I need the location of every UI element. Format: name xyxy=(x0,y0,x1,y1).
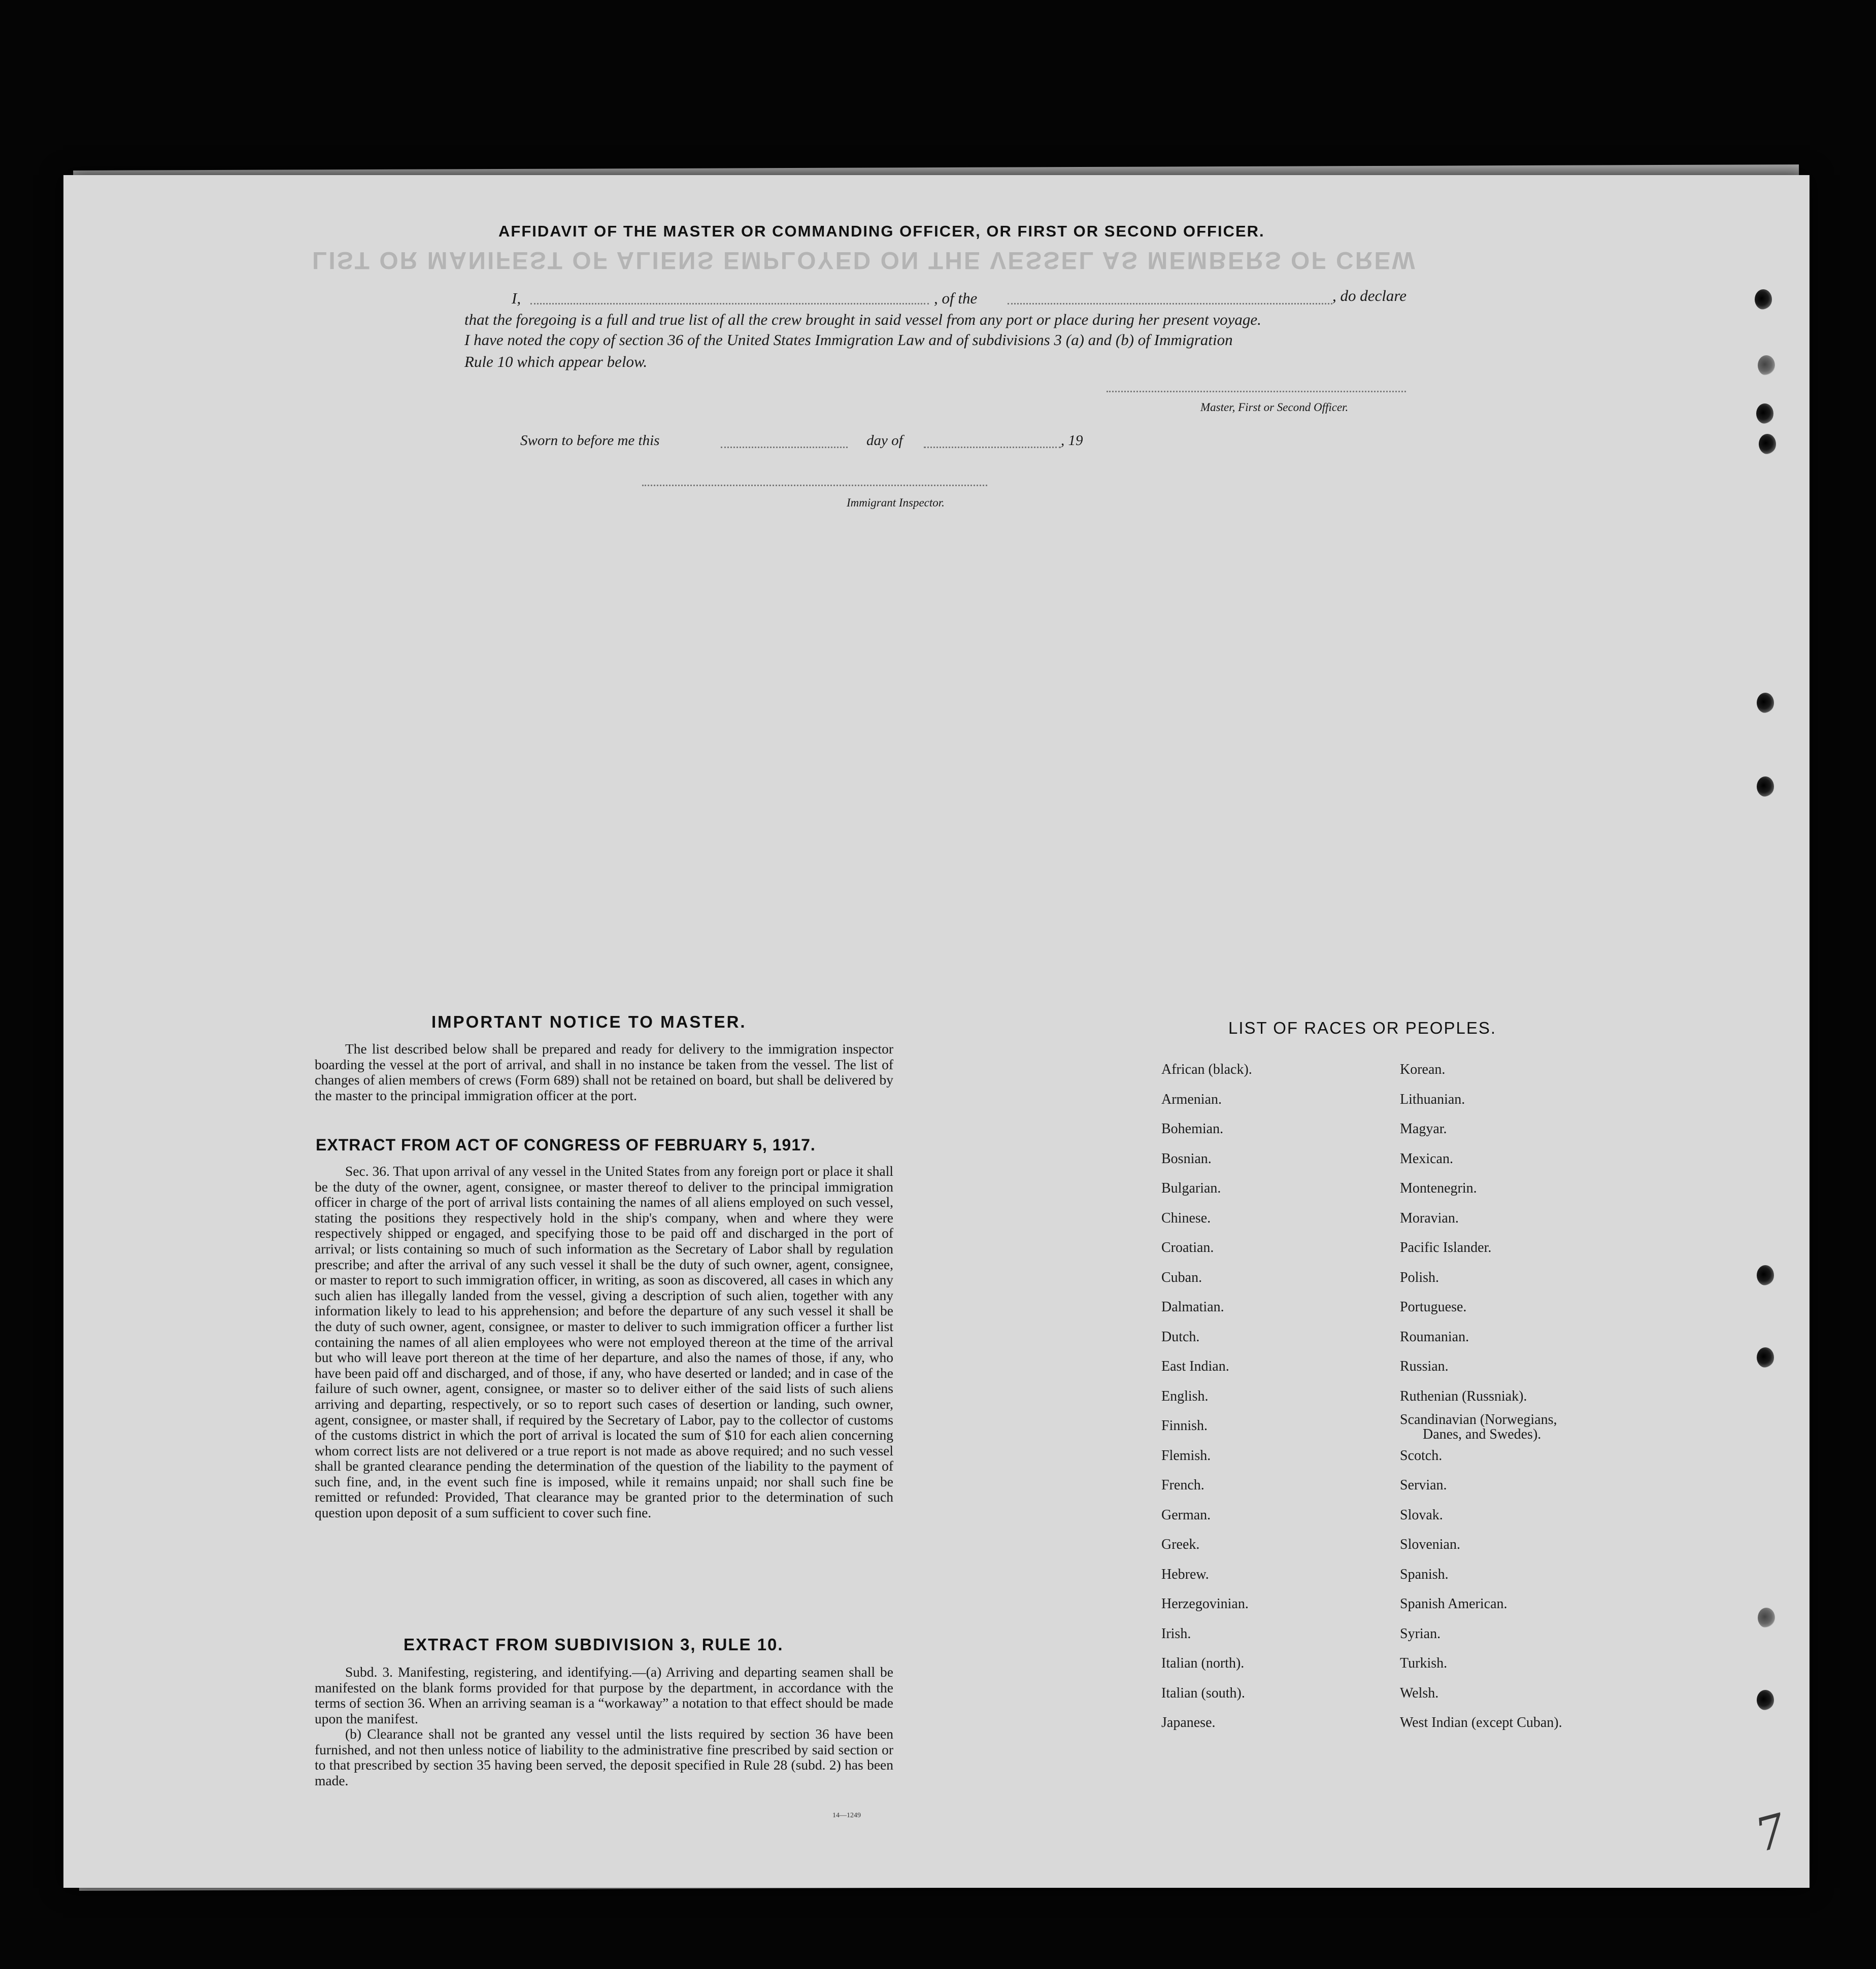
binder-hole-icon xyxy=(1757,1265,1774,1285)
race-item-continuation: Danes, and Swedes). xyxy=(1423,1427,1542,1442)
inspector-label: Immigrant Inspector. xyxy=(847,496,945,509)
race-item: Flemish. xyxy=(1161,1447,1211,1464)
notice-text xyxy=(315,1041,893,1103)
race-item: Hebrew. xyxy=(1161,1566,1209,1582)
affidavit-title: AFFIDAVIT OF THE MASTER OR COMMANDING OFFICER, OR FIRST OR SECOND OFFICER. xyxy=(498,222,1265,240)
race-item: Slovenian. xyxy=(1400,1537,1460,1552)
race-item: Finnish. xyxy=(1161,1418,1208,1434)
sworn-month-blank xyxy=(924,447,1061,448)
race-item: Scotch. xyxy=(1400,1447,1443,1464)
race-item-line: Scandinavian (Norwegians, xyxy=(1400,1412,1557,1428)
race-item: Slovak. xyxy=(1400,1507,1443,1523)
race-item: Portuguese. xyxy=(1400,1299,1467,1315)
race-item: Polish. xyxy=(1400,1269,1439,1285)
race-item: Spanish. xyxy=(1400,1566,1449,1582)
act-extract-title: EXTRACT FROM ACT OF CONGRESS OF FEBRUARY 5, 1917. xyxy=(316,1136,816,1154)
act-extract-text xyxy=(315,1164,893,1521)
race-item: English. xyxy=(1161,1388,1209,1404)
master-signature-blank xyxy=(1107,391,1406,392)
race-item: Italian (south). xyxy=(1161,1685,1245,1701)
subdivision-a-paragraph: Subd. 3. Manifesting, registering, and identifying.—(a) Arriving and departing seamen shall be manifested on the blank forms provided for that purpose by the department, in accordance with the terms of section 36. When an arriving seaman is a “workaway” a notation to that effect should be made upon the manifest. xyxy=(315,1664,893,1726)
affidavit-line-declare: , do declare xyxy=(1332,287,1407,304)
binder-hole-icon xyxy=(1757,776,1774,797)
race-item: Dalmatian. xyxy=(1161,1299,1224,1315)
bleed-through-text: LIST OR MANIFEST OF ALIENS EMPLOYED ON THE VESSEL AS MEMBERS OF CREW xyxy=(312,247,1417,274)
affidavit-line-4: Rule 10 which appear below. xyxy=(464,353,648,370)
race-item: Welsh. xyxy=(1400,1685,1439,1701)
handwritten-mark: 7 xyxy=(1750,1804,1792,1863)
race-item: Chinese. xyxy=(1161,1210,1211,1226)
race-item: Bohemian. xyxy=(1161,1121,1224,1137)
binder-hole-icon xyxy=(1757,1690,1774,1710)
race-item: Armenian. xyxy=(1161,1091,1222,1107)
race-item: Turkish. xyxy=(1400,1655,1448,1671)
race-item: African (black). xyxy=(1161,1062,1252,1077)
race-item: Herzegovinian. xyxy=(1161,1596,1249,1612)
affidavit-line-of-the: , of the xyxy=(934,289,978,307)
race-item: Magyar. xyxy=(1400,1121,1447,1137)
binder-hole-icon xyxy=(1755,289,1772,310)
sworn-label: Sworn to before me this xyxy=(520,432,660,449)
year-label: , 19 xyxy=(1061,432,1083,449)
race-item: Roumanian. xyxy=(1400,1329,1469,1345)
race-item: Mexican. xyxy=(1400,1150,1453,1167)
notice-paragraph: The list described below shall be prepared and ready for delivery to the immigration inspector boarding the vessel at the port of arrival, and shall in no instance be taken from the vessel. The list of changes of alien members of crews (Form 689) shall not be retained on board, but shall be delivered by the master to the principal immigration officer at the port. xyxy=(315,1041,893,1103)
race-item: Cuban. xyxy=(1161,1269,1202,1285)
binder-hole-icon xyxy=(1757,1347,1774,1368)
race-item: Servian. xyxy=(1400,1477,1447,1493)
race-item: Japanese. xyxy=(1161,1715,1216,1730)
rule-extract-title: EXTRACT FROM SUBDIVISION 3, RULE 10. xyxy=(404,1635,784,1654)
section-36-paragraph: Sec. 36. That upon arrival of any vessel in the United States from any foreign port or place it shall be the duty of the owner, agent, consignee, or master thereof to deliver to the principal immigration officer in charge of the port of arrival lists containing the names of all aliens employed on such vessel, stating the positions they respectively hold in the ship's company, when and where they were respectively shipped or engaged, and specifying those to be paid off and discharged in the port of arrival; or lists containing so much of such information as the Secretary of Labor shall by regulation prescribe; and after the arrival of any such vessel it shall be the duty of such owner, agent, consignee, or master to report to such immigration officer, in writing, as soon as discovered, all cases in which any such alien has illegally landed from the vessel, giving a description of such alien, together with any information likely to lead to his apprehension; and before the departure of any such vessel it shall be the duty of such owner, agent, consignee, or master to deliver to such immigration officer a further list containing the names of all alien employees who were not employed thereon at the time of the arrival but who will leave port thereon at the time of her departure, and also the names of those, if any, who have been paid off and discharged, and of those, if any, who have deserted or landed; and in case of the failure of such owner, agent, consignee, or master so to deliver either of the said lists of such aliens arriving and departing, respectively, or so to report such cases of desertion or landing, such owner, agent, consignee, or master shall, if required by the Secretary of Labor, pay to the collector of customs of the customs district in which the port of arrival is located the sum of $10 for each alien concerning whom correct lists are not delivered or a true report is not made as above required; and no such vessel shall be granted clearance pending the determination of the question of the liability to the payment of such fine, and, in the event such fine is imposed, while it remains unpaid; nor shall such fine be remitted or refunded: Provided, That clearance may be granted prior to the determination of such question upon deposit of a sum sufficient to cover such fine. xyxy=(315,1163,893,1521)
notice-title: IMPORTANT NOTICE TO MASTER. xyxy=(431,1012,747,1031)
day-of-label: day of xyxy=(866,432,903,449)
form-number: 14—1249 xyxy=(832,1812,861,1819)
race-item: Irish. xyxy=(1161,1625,1191,1642)
race-item: German. xyxy=(1161,1507,1211,1523)
subdivision-b-paragraph: (b) Clearance shall not be granted any vessel until the lists required by section 36 have been furnished, and not then unless notice of liability to the administrative fine prescribed by said section or to that prescribed by section 35 having been served, the deposit specified in Rule 28 (subd. 2) has been made. xyxy=(315,1726,893,1788)
race-item: Croatian. xyxy=(1161,1240,1214,1255)
race-item: Korean. xyxy=(1400,1062,1446,1077)
race-item: Greek. xyxy=(1161,1537,1200,1552)
race-item: East Indian. xyxy=(1161,1359,1229,1374)
affidavit-line-3: I have noted the copy of section 36 of the United States Immigration Law and of subdivisions 3 (a) and (b) of Immigration xyxy=(464,331,1233,349)
race-item: Russian. xyxy=(1400,1359,1449,1374)
sworn-day-blank xyxy=(721,447,848,448)
vessel-blank xyxy=(1008,303,1332,304)
race-item: Moravian. xyxy=(1400,1210,1459,1226)
race-item: Lithuanian. xyxy=(1400,1091,1465,1107)
race-item: Dutch. xyxy=(1161,1329,1200,1345)
race-item: Italian (north). xyxy=(1161,1655,1245,1671)
master-signature-label: Master, First or Second Officer. xyxy=(1200,401,1349,414)
races-title: LIST OF RACES OR PEOPLES. xyxy=(1228,1019,1497,1037)
race-item xyxy=(1400,1412,1618,1448)
races-list xyxy=(1161,1062,1618,1745)
inspector-signature-blank xyxy=(642,485,987,486)
race-item: Spanish American. xyxy=(1400,1596,1508,1612)
race-item: West Indian (except Cuban). xyxy=(1400,1715,1562,1730)
affidavit-line-i: I, xyxy=(512,289,521,307)
race-item: Bulgarian. xyxy=(1161,1180,1221,1196)
rule-extract-text xyxy=(315,1665,893,1788)
race-item: French. xyxy=(1161,1477,1204,1493)
name-blank xyxy=(530,303,929,304)
race-item: Montenegrin. xyxy=(1400,1180,1477,1196)
race-item: Ruthenian (Russniak). xyxy=(1400,1388,1527,1404)
binder-hole-icon xyxy=(1757,693,1774,713)
race-item: Bosnian. xyxy=(1161,1150,1212,1167)
affidavit-line-2: that the foregoing is a full and true list of all the crew brought in said vessel from any port or place during her present voyage. xyxy=(464,311,1261,328)
binder-hole-icon xyxy=(1758,355,1775,376)
binder-hole-icon xyxy=(1758,1608,1775,1628)
binder-hole-icon xyxy=(1759,434,1776,454)
race-item: Pacific Islander. xyxy=(1400,1240,1492,1255)
race-item: Syrian. xyxy=(1400,1625,1441,1642)
binder-hole-icon xyxy=(1756,403,1773,424)
